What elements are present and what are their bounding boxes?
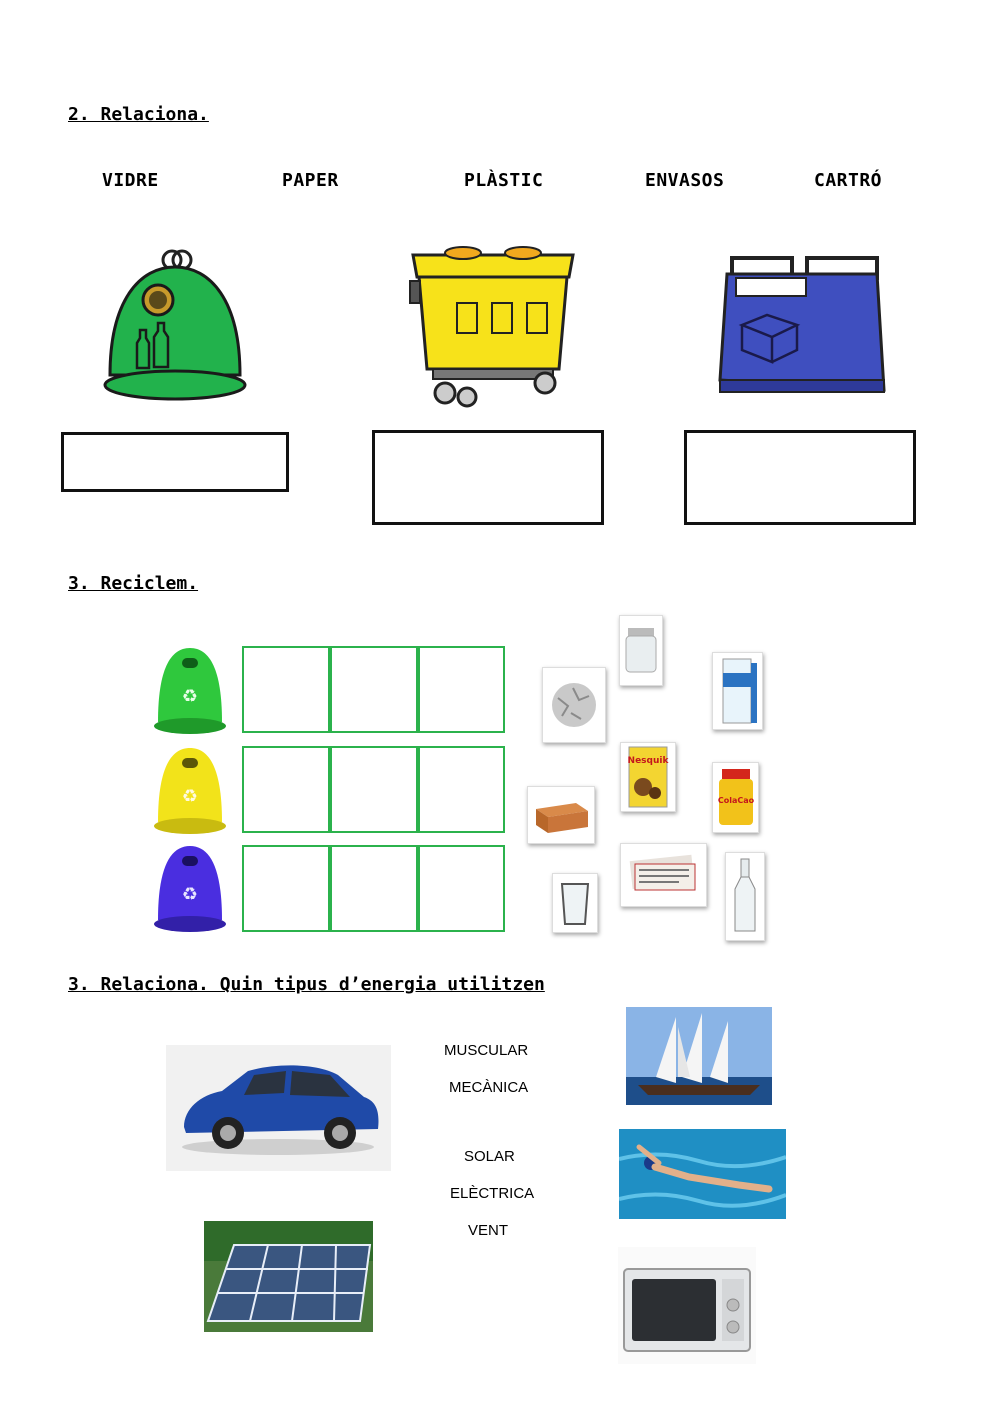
word-paper[interactable]: PAPER: [282, 170, 339, 191]
section2-title: 2. Relaciona.: [68, 104, 209, 125]
drop-cell-green-3[interactable]: [418, 646, 505, 733]
energy-mecanica[interactable]: MECÀNICA: [449, 1079, 529, 1096]
energy-muscular[interactable]: MUSCULAR: [444, 1042, 529, 1059]
answer-box-glass[interactable]: [61, 432, 289, 492]
svg-text:♻: ♻: [181, 786, 199, 807]
colacao-logo-text: ColaCao: [717, 796, 755, 805]
word-vidre[interactable]: VIDRE: [102, 170, 159, 191]
microwave-image: [618, 1247, 756, 1364]
yellow-recycling-bin-icon: [150, 740, 230, 835]
sailboat-image: [626, 1007, 772, 1105]
glass-bottle-card[interactable]: [725, 852, 765, 941]
glass-jar-card[interactable]: [619, 615, 663, 686]
cardboard-box-card[interactable]: [527, 786, 595, 844]
solar-panel-image: [204, 1221, 373, 1332]
word-cartro[interactable]: CARTRÓ: [814, 170, 883, 191]
drop-cell-green-2[interactable]: [330, 646, 418, 733]
swimmer-image: [619, 1129, 786, 1219]
drop-cell-blue-1[interactable]: [242, 845, 330, 932]
svg-text:♻: ♻: [181, 686, 199, 707]
drop-cell-green-1[interactable]: [242, 646, 330, 733]
milk-carton-card[interactable]: [712, 652, 763, 730]
blue-recycling-bin-icon: [150, 838, 230, 933]
cereal-box-card[interactable]: [620, 742, 676, 812]
drop-cell-yellow-1[interactable]: [242, 746, 330, 833]
cocoa-jar-card[interactable]: [712, 762, 759, 833]
energy-electrica[interactable]: ELÈCTRICA: [450, 1185, 535, 1202]
drinking-glass-card[interactable]: [552, 873, 598, 933]
word-envasos[interactable]: ENVASOS: [645, 170, 725, 191]
section3-title: 3. Reciclem.: [68, 573, 199, 594]
aluminium-foil-ball-card[interactable]: [542, 667, 606, 743]
yellow-container-image: [405, 243, 580, 413]
car-image: [166, 1045, 391, 1171]
answer-box-cardboard[interactable]: [684, 430, 916, 525]
green-recycling-bin-icon: [150, 640, 230, 735]
word-plastic[interactable]: PLÀSTIC: [464, 170, 544, 191]
green-glass-bin-image: [100, 245, 250, 405]
nesquik-logo-text: Nesquik: [627, 756, 669, 766]
energy-solar[interactable]: SOLAR: [464, 1148, 515, 1165]
drop-cell-blue-3[interactable]: [418, 845, 505, 932]
newspapers-card[interactable]: [620, 843, 707, 907]
drop-cell-blue-2[interactable]: [330, 845, 418, 932]
energy-vent[interactable]: VENT: [468, 1222, 509, 1239]
answer-box-plastic[interactable]: [372, 430, 604, 525]
drop-cell-yellow-2[interactable]: [330, 746, 418, 833]
blue-cardboard-container-image: [712, 250, 887, 405]
section4-title: 3. Relaciona. Quin tipus d’energia utilitzen: [68, 974, 545, 995]
drop-cell-yellow-3[interactable]: [418, 746, 505, 833]
svg-text:♻: ♻: [181, 884, 199, 905]
